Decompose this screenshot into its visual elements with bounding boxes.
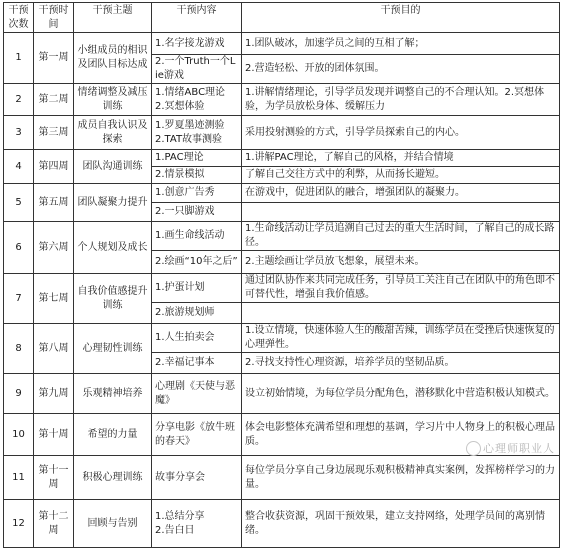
row-theme-cell: 个人规划及成长 bbox=[74, 222, 152, 274]
table-row bbox=[4, 274, 560, 303]
row-content-cell: 1.创意广告秀 bbox=[152, 184, 242, 203]
row-content-cell: 1.总结分享 2.告白日 bbox=[152, 500, 242, 548]
row-week-cell: 第五周 bbox=[34, 184, 74, 222]
row-goal-cell: 体会电影整体充满希望和理想的基调，学习片中人物身上的积极心理品质。 bbox=[242, 414, 560, 456]
row-theme-cell: 情绪调整及减压训练 bbox=[74, 84, 152, 116]
row-index-cell: 6 bbox=[4, 222, 34, 274]
row-goal-cell: 通过团队协作来共同完成任务，引导员工关注自己在团队中的角色即不可替代性，增强自我价值感。 bbox=[242, 274, 560, 303]
row-content-cell: 2.旅游规划师 bbox=[152, 303, 242, 324]
row-theme-cell: 团队沟通训练 bbox=[74, 150, 152, 184]
row-theme-cell: 回顾与告别 bbox=[74, 500, 152, 548]
row-theme-cell: 自我价值感提升训练 bbox=[74, 274, 152, 324]
table-row bbox=[4, 184, 560, 203]
row-content-cell: 1.人生拍卖会 bbox=[152, 324, 242, 353]
table-row bbox=[4, 84, 560, 116]
header-index: 干预次数 bbox=[4, 3, 34, 33]
row-theme-cell: 成员自我认识及探索 bbox=[74, 116, 152, 150]
row-content-cell: 分享电影《放牛班的春天》 bbox=[152, 414, 242, 456]
row-index-cell: 1 bbox=[4, 33, 34, 84]
row-theme-cell: 乐观精神培养 bbox=[74, 374, 152, 414]
row-content-cell: 1.情绪ABC理论 2.冥想体验 bbox=[152, 84, 242, 116]
table-row bbox=[4, 500, 560, 548]
row-week-cell: 第九周 bbox=[34, 374, 74, 414]
table-row bbox=[4, 150, 560, 167]
row-index-cell: 11 bbox=[4, 456, 34, 500]
header-theme: 干预主题 bbox=[74, 3, 152, 33]
row-goal-cell: 2.寻找支持性心理资源，培养学员的坚韧品质。 bbox=[242, 353, 560, 374]
table-body bbox=[4, 33, 560, 548]
header-content: 干预内容 bbox=[152, 3, 242, 33]
row-week-cell: 第二周 bbox=[34, 84, 74, 116]
row-week-cell: 第十周 bbox=[34, 414, 74, 456]
table-header-row bbox=[4, 3, 560, 33]
row-goal-cell: 2.营造轻松、开放的团体氛围。 bbox=[242, 55, 560, 84]
row-index-cell: 2 bbox=[4, 84, 34, 116]
row-index-cell: 5 bbox=[4, 184, 34, 222]
row-theme-cell: 团队凝聚力提升 bbox=[74, 184, 152, 222]
row-goal-cell: 设立初始情境，为每位学员分配角色，潜移默化中营造积极认知模式。 bbox=[242, 374, 560, 414]
row-content-cell: 1.罗夏墨迹测验 2.TAT故事测验 bbox=[152, 116, 242, 150]
row-goal-cell: 采用投射测验的方式，引导学员探索自己的内心。 bbox=[242, 116, 560, 150]
row-week-cell: 第四周 bbox=[34, 150, 74, 184]
row-goal-cell: 1.设立情境，快速体验人生的酸甜苦辣，训练学员在受挫后快速恢复的心理弹性。 bbox=[242, 324, 560, 353]
row-goal-cell: 整合收获资源，巩固干预效果，建立支持网络，处理学员间的离别情绪。 bbox=[242, 500, 560, 548]
row-week-cell: 第十二周 bbox=[34, 500, 74, 548]
row-theme-cell: 希望的力量 bbox=[74, 414, 152, 456]
row-week-cell: 第八周 bbox=[34, 324, 74, 374]
row-index-cell: 10 bbox=[4, 414, 34, 456]
row-goal-cell: 1.团队破冰，加速学员之间的互相了解； bbox=[242, 33, 560, 55]
row-week-cell: 第三周 bbox=[34, 116, 74, 150]
row-content-cell: 2.情景模拟 bbox=[152, 167, 242, 184]
row-goal-cell: 了解自己交往方式中的利弊，从而扬长避短。 bbox=[242, 167, 560, 184]
row-week-cell: 第一周 bbox=[34, 33, 74, 84]
row-goal-cell: 在游戏中，促进团队的融合，增强团队的凝聚力。 bbox=[242, 184, 560, 203]
row-content-cell: 1.名字接龙游戏 bbox=[152, 33, 242, 55]
row-goal-cell: 1.生命线活动让学员追溯自己过去的重大生活时间，了解自己的成长路径。 bbox=[242, 222, 560, 251]
intervention-schedule-table bbox=[3, 2, 560, 548]
row-goal-cell bbox=[242, 303, 560, 324]
row-goal-cell bbox=[242, 203, 560, 222]
row-index-cell: 4 bbox=[4, 150, 34, 184]
row-theme-cell: 心理韧性训练 bbox=[74, 324, 152, 374]
watermark-logo-icon bbox=[466, 441, 481, 456]
row-index-cell: 12 bbox=[4, 500, 34, 548]
row-index-cell: 3 bbox=[4, 116, 34, 150]
row-content-cell: 2.一只脚游戏 bbox=[152, 203, 242, 222]
row-week-cell: 第六周 bbox=[34, 222, 74, 274]
row-content-cell: 故事分享会 bbox=[152, 456, 242, 500]
row-index-cell: 8 bbox=[4, 324, 34, 374]
watermark-text: 心理师职业人 bbox=[483, 441, 555, 455]
row-week-cell: 第七周 bbox=[34, 274, 74, 324]
row-goal-cell: 2.主题绘画让学员放飞想象，展望未来。 bbox=[242, 251, 560, 274]
row-content-cell: 2.一个Truth一个Lie游戏 bbox=[152, 55, 242, 84]
table-row bbox=[4, 324, 560, 353]
table-row bbox=[4, 33, 560, 55]
row-goal-cell: 每位学员分享自己身边展现乐观积极精神真实案例，发挥榜样学习的力量。 bbox=[242, 456, 560, 500]
row-theme-cell: 小组成员的相识及团队目标达成 bbox=[74, 33, 152, 84]
row-theme-cell: 积极心理训练 bbox=[74, 456, 152, 500]
row-week-cell: 第十一周 bbox=[34, 456, 74, 500]
table-row bbox=[4, 456, 560, 500]
row-content-cell: 2.幸福记事本 bbox=[152, 353, 242, 374]
row-index-cell: 9 bbox=[4, 374, 34, 414]
header-goal: 干预目的 bbox=[242, 3, 560, 33]
header-week: 干预时间 bbox=[34, 3, 74, 33]
table-row bbox=[4, 374, 560, 414]
row-goal-cell: 1.讲解情绪理论，引导学员发现并调整自己的不合理认知。2.冥想体验，为学员放松身体、缓解压力 bbox=[242, 84, 560, 116]
row-content-cell: 心理剧《天使与恶魔》 bbox=[152, 374, 242, 414]
watermark bbox=[466, 440, 555, 457]
row-content-cell: 2.绘画“10年之后” bbox=[152, 251, 242, 274]
row-goal-cell: 1.讲解PAC理论，了解自己的风格，并结合情境 bbox=[242, 150, 560, 167]
row-index-cell: 7 bbox=[4, 274, 34, 324]
table-row bbox=[4, 116, 560, 150]
row-content-cell: 1.护蛋计划 bbox=[152, 274, 242, 303]
row-content-cell: 1.画生命线活动 bbox=[152, 222, 242, 251]
table-row bbox=[4, 222, 560, 251]
row-content-cell: 1.PAC理论 bbox=[152, 150, 242, 167]
